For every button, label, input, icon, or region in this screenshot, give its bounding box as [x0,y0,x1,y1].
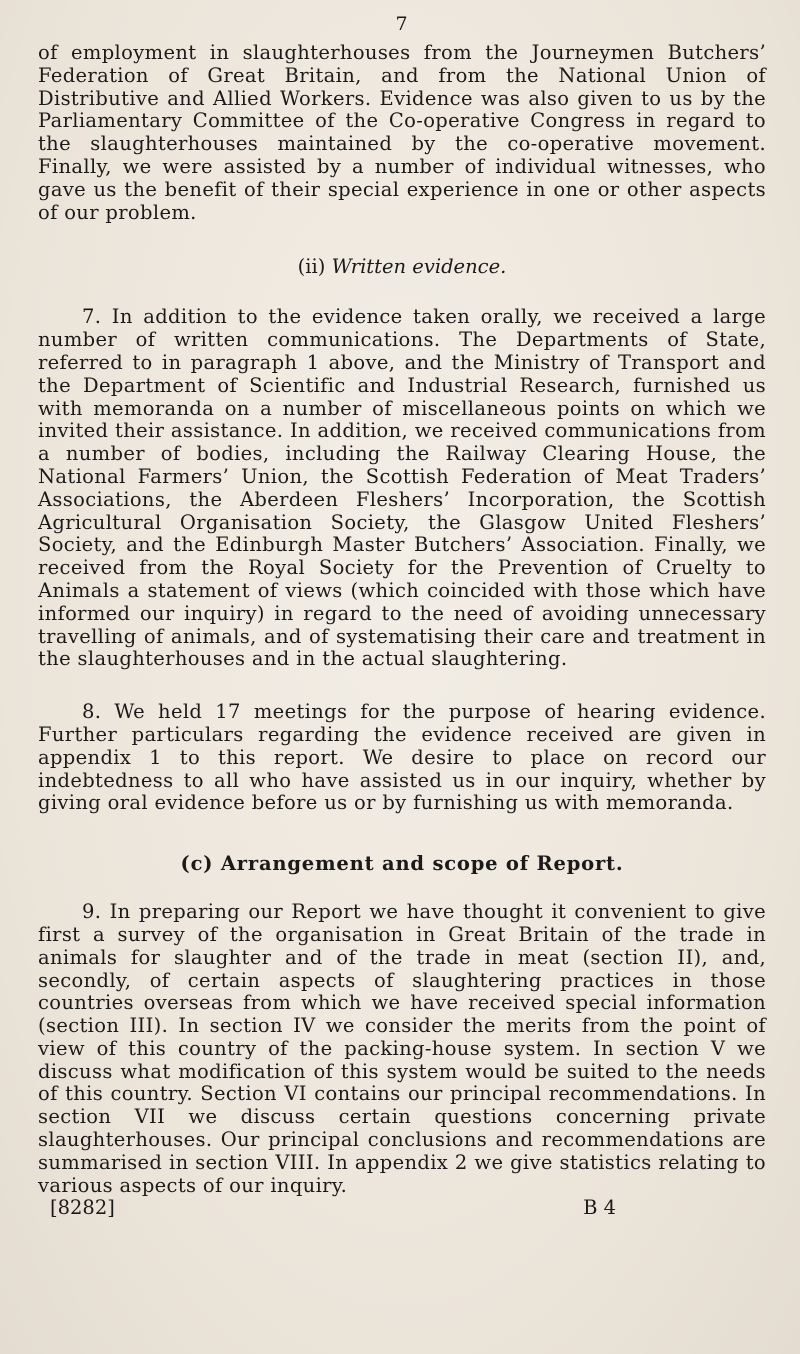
section-heading-written-evidence [38,256,766,278]
section-heading-arrangement: (c) Arrangement and scope of Report. [180,852,624,876]
printer-code: [8282] [50,1196,115,1220]
paragraph-8: 8. We held 17 meetings for the purpose of hearing evidence. Further particulars regarding the evidence received are given in appendix 1 to this report. We desire to place on record our indebtedness to all who have assisted us in our inquiry, whether by giving oral evidence before us or by furnishing us with memoranda. [38,700,766,815]
paragraph-continuation: of employment in slaughterhouses from the Journeymen Butchers’ Federation of Great Britain, and from the National Union of Distributive and Allied Workers. Evidence was also given to us by the Parliamentary Committee of the Co-operative Congress in regard to the slaughterhouses maintained by the co-operative movement. Finally, we were assisted by a number of individual witnesses, who gave us the benefit of their special experience in one or other aspects of our problem. [38,41,766,224]
paragraph-9: 9. In preparing our Report we have thought it convenient to give first a survey of the organisation in Great Britain of the trade in animals for slaughter and of the trade in meat (section II), and, secondly, of certain aspects of slaughtering practices in those countries overseas from which we have received special information (section III). In section IV we consider the merits from the point of view of this country of the packing-house system. In section V we discuss what modification of this system would be suited to the needs of this country. Section VI contains our principal recommendations. In section VII we discuss certain questions concerning private slaughterhouses. Our principal conclusions and recommendations are summarised in section VIII. In appendix 2 we give statistics relating to various aspects of our inquiry. [38,900,766,1197]
signature-mark: B 4 [583,1196,616,1220]
heading-number: (ii) [297,255,326,279]
heading-title: Written evidence. [331,255,507,279]
page-footer [38,1197,766,1219]
paragraph-7: 7. In addition to the evidence taken orally, we received a large number of written communications. The Departments of State, referred to in paragraph 1 above, and the Ministry of Transport and the Department of Scientific and Industrial Research, furnished us with memoranda on a number of miscellaneous points on which we invited their assistance. In addition, we received communications from a number of bodies, including the Railway Clearing House, the National Farmers’ Union, the Scottish Federation of Meat Traders’ Associations, the Aberdeen Fleshers’ Incorporation, the Scottish Agricultural Organisation Society, the Glasgow United Fleshers’ Society, and the Edinburgh Master Butchers’ Association. Finally, we received from the Royal Society for the Prevention of Cruelty to Animals a statement of views (which coincided with those which have informed our inquiry) in regard to the need of avoiding unnecessary travelling of animals, and of systematising their care and treatment in the slaughterhouses and in the actual slaughtering. [38,305,766,671]
page-number: 7 [395,13,409,35]
paragraph-spacer [38,671,766,701]
